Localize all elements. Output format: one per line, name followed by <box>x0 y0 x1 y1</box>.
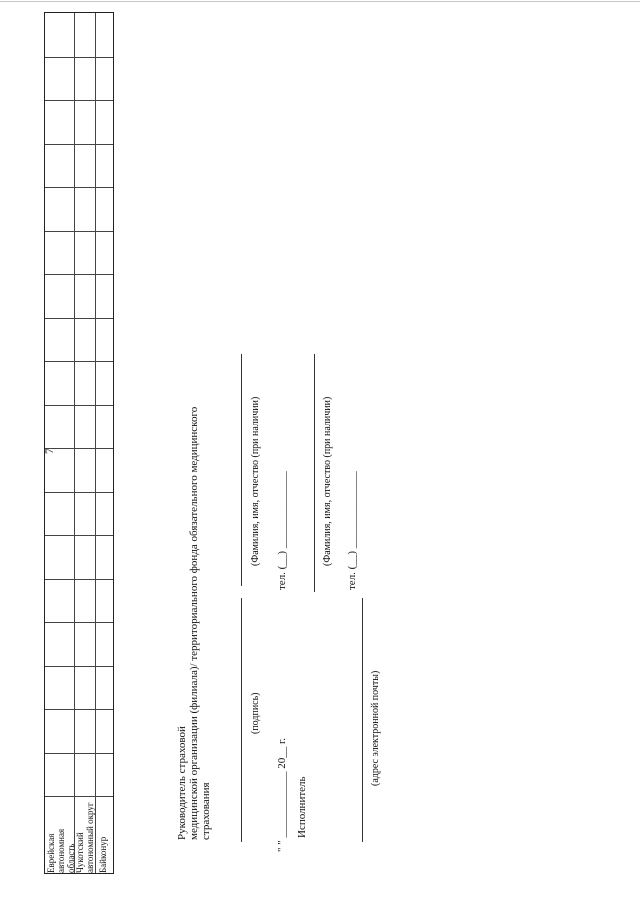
table-grid-line <box>45 535 113 536</box>
signature-caption: (подпись) <box>250 692 261 734</box>
executor-fio-line <box>314 354 315 592</box>
table-row-label-chukotka <box>75 803 95 873</box>
row-label-line: область <box>66 843 76 873</box>
top-border-line <box>0 1 640 2</box>
table-grid-line <box>45 753 113 754</box>
table-grid-line <box>45 622 113 623</box>
table-grid-line <box>45 231 113 232</box>
table-grid-line <box>45 144 113 145</box>
head-title-line-3: страхования <box>200 782 212 840</box>
row-label-line: Байконур <box>98 836 108 873</box>
signature-line <box>241 598 242 842</box>
table-grid-line <box>45 100 113 101</box>
executor-label: Исполнитель <box>296 776 308 838</box>
table-grid-line <box>45 187 113 188</box>
table-grid-line <box>45 666 113 667</box>
head-title-line-1: Руководитель страховой <box>176 726 188 840</box>
regions-table <box>44 12 114 874</box>
row-label-line: автономная <box>56 828 66 873</box>
table-grid-line <box>45 57 113 58</box>
table-grid-line <box>45 448 113 449</box>
table-column-divider <box>95 13 96 873</box>
executor-fio-caption: (Фамилия, имя, отчество (при наличии) <box>322 396 333 566</box>
table-grid-line <box>45 274 113 275</box>
row-label-line: Чукотский <box>75 832 85 873</box>
table-grid-line <box>45 318 113 319</box>
table-row-label-jewish-ao <box>46 803 76 873</box>
row-label-line: автономный округ <box>85 802 95 873</box>
head-title-line-2: медицинской организации (филиала)/ территориального фонда обязательного медицинского <box>188 406 200 840</box>
table-grid-line <box>45 492 113 493</box>
page-number: 7 <box>42 448 56 454</box>
row-label-line: Еврейская <box>46 833 56 873</box>
table-grid-line <box>45 579 113 580</box>
table-grid-line <box>45 405 113 406</box>
date-line: " " ____________ 20__ г. <box>276 737 288 852</box>
table-column-divider <box>74 13 75 873</box>
fio-line <box>241 354 242 586</box>
phone-line-1: тел. (__) ______________ <box>276 471 288 590</box>
email-line <box>362 598 363 842</box>
table-grid-line <box>45 361 113 362</box>
phone-line-2: тел. (__) ______________ <box>346 471 358 590</box>
table-grid-line <box>45 709 113 710</box>
fio-caption: (Фамилия, имя, отчество (при наличии) <box>250 396 261 566</box>
email-caption: (адрес электронной почты) <box>370 670 381 786</box>
table-grid-line <box>45 796 113 797</box>
table-row-label-baikonur <box>98 803 108 873</box>
